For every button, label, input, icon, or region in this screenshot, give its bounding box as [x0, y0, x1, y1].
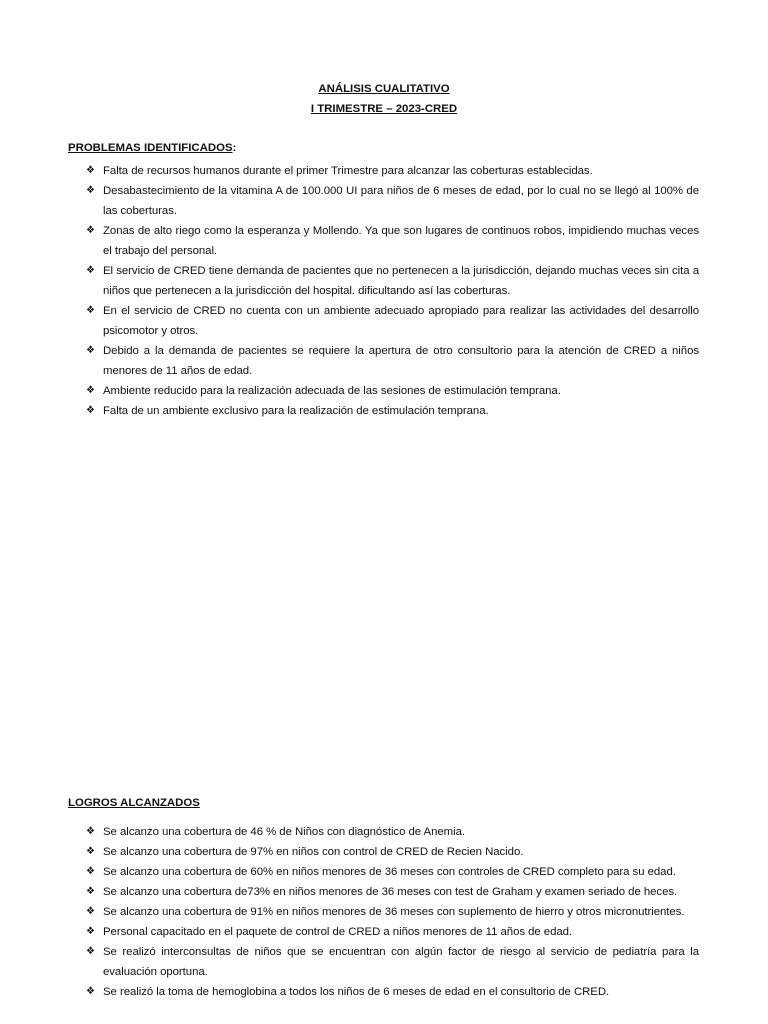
diamond-bullet-icon: ❖	[86, 385, 95, 396]
list-item-text: Personal capacitado en el paquete de control de CRED a niños menores de 11 años de edad.	[103, 926, 573, 938]
list-item-text: En el servicio de CRED no cuenta con un ambiente adecuado apropiado para realizar las actividades del desarrollo psicomotor y otros.	[103, 305, 699, 337]
list-item	[86, 301, 699, 341]
list-item-text: Falta de recursos humanos durante el primer Trimestre para alcanzar las coberturas establecidas.	[103, 165, 593, 177]
list-item	[86, 982, 699, 1002]
diamond-bullet-icon: ❖	[86, 225, 95, 236]
logros-list	[86, 822, 699, 1002]
diamond-bullet-icon: ❖	[86, 886, 95, 897]
list-item	[86, 221, 699, 261]
list-item-text: Se alcanzo una cobertura de 46 % de Niños con diagnóstico de Anemia.	[103, 826, 465, 838]
list-item-text: Falta de un ambiente exclusivo para la realización de estimulación temprana.	[103, 405, 489, 417]
diamond-bullet-icon: ❖	[86, 165, 95, 176]
list-item	[86, 341, 699, 381]
list-item	[86, 181, 699, 221]
list-item	[86, 842, 699, 862]
logros-heading-text: LOGROS ALCANZADOS	[68, 797, 200, 809]
diamond-bullet-icon: ❖	[86, 345, 95, 356]
list-item	[86, 882, 699, 902]
list-item	[86, 922, 699, 942]
diamond-bullet-icon: ❖	[86, 265, 95, 276]
diamond-bullet-icon: ❖	[86, 185, 95, 196]
diamond-bullet-icon: ❖	[86, 866, 95, 877]
diamond-bullet-icon: ❖	[86, 926, 95, 937]
list-item-text: Se alcanzo una cobertura de 97% en niños con control de CRED de Recien Nacido.	[103, 846, 524, 858]
logros-heading	[68, 796, 200, 810]
list-item	[86, 261, 699, 301]
diamond-bullet-icon: ❖	[86, 846, 95, 857]
list-item-text: Ambiente reducido para la realización adecuada de las sesiones de estimulación temprana.	[103, 385, 561, 397]
list-item-text: Se alcanzo una cobertura de73% en niños menores de 36 meses con test de Graham y examen seriado de heces.	[103, 886, 678, 898]
list-item-text: Desabastecimiento de la vitamina A de 100.000 UI para niños de 6 meses de edad, por lo cual no se llegó al 100% de las coberturas.	[103, 185, 699, 217]
list-item	[86, 161, 699, 181]
list-item-text: Se alcanzo una cobertura de 91% en niños menores de 36 meses con suplemento de hierro y otros micronutrientes.	[103, 906, 685, 918]
list-item-text: Se realizó la toma de hemoglobina a todos los niños de 6 meses de edad en el consultorio de CRED.	[103, 986, 610, 998]
list-item-text: Se realizó interconsultas de niños que se encuentran con algún factor de riesgo al servicio de pediatría para la evaluación oportuna.	[103, 946, 699, 978]
problems-heading-colon: :	[232, 142, 237, 154]
list-item	[86, 822, 699, 842]
list-item-text: Zonas de alto riego como la esperanza y Mollendo. Ya que son lugares de continuos robos, impidiendo muchas veces el trabajo del personal.	[103, 225, 699, 257]
diamond-bullet-icon: ❖	[86, 986, 95, 997]
diamond-bullet-icon: ❖	[86, 946, 95, 957]
list-item	[86, 902, 699, 922]
list-item	[86, 942, 699, 982]
problems-heading-text: PROBLEMAS IDENTIFICADOS	[68, 142, 233, 154]
document-subtitle: I TRIMESTRE – 2023-CRED	[310, 103, 458, 115]
document-title: ANÁLISIS CUALITATIVO	[318, 83, 450, 95]
list-item	[86, 862, 699, 882]
diamond-bullet-icon: ❖	[86, 906, 95, 917]
list-item-text: Debido a la demanda de pacientes se requiere la apertura de otro consultorio para la atención de CRED a niños menores de 11 años de edad.	[103, 345, 699, 377]
list-item-text: Se alcanzo una cobertura de 60% en niños menores de 36 meses con controles de CRED completo para su edad.	[103, 866, 676, 878]
list-item	[86, 381, 699, 401]
problems-list	[86, 161, 699, 421]
list-item-text: El servicio de CRED tiene demanda de pacientes que no pertenecen a la jurisdicción, dejando muchas veces sin cita a niños que pertenecen a la jurisdicción del hospital. dificultando así las coberturas.	[103, 265, 699, 297]
diamond-bullet-icon: ❖	[86, 405, 95, 416]
diamond-bullet-icon: ❖	[86, 826, 95, 837]
diamond-bullet-icon: ❖	[86, 305, 95, 316]
problems-heading	[68, 141, 236, 155]
list-item	[86, 401, 699, 421]
